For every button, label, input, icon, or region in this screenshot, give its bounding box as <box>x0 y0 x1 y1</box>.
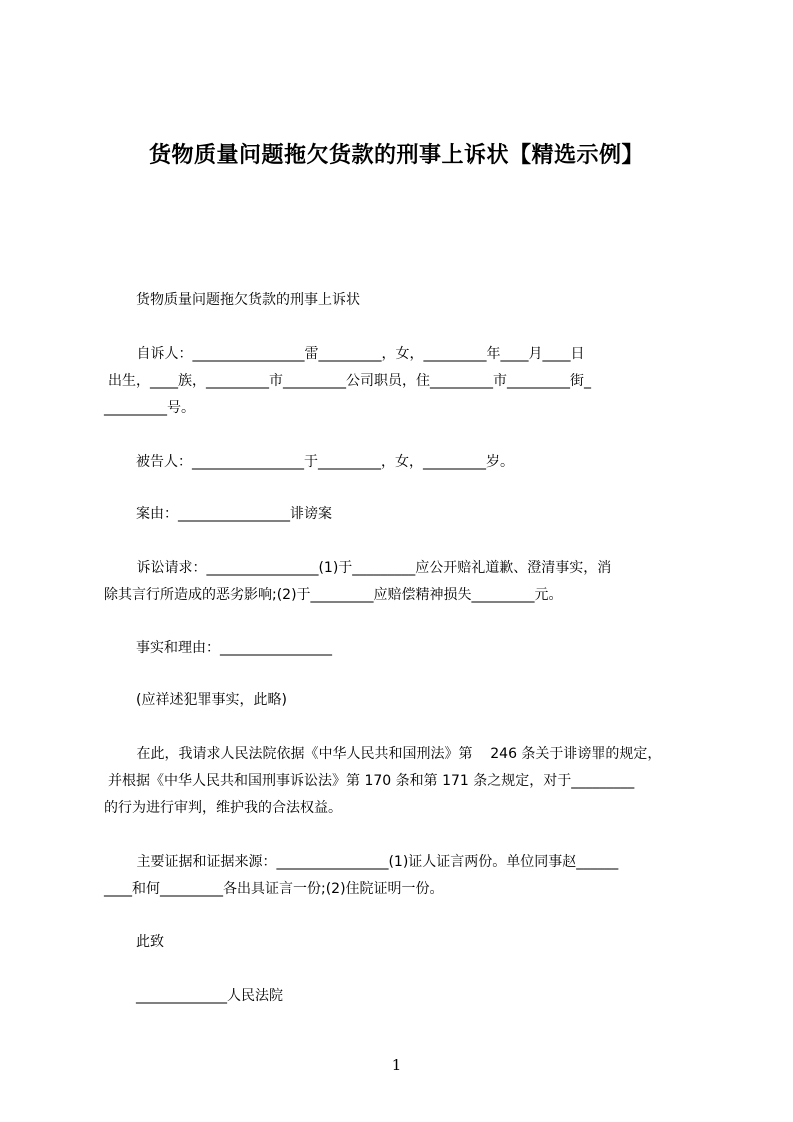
paragraph-facts-note: (应祥述犯罪事实，此略) <box>136 692 287 708</box>
paragraph-case-cause: 案由：________________诽谤案 <box>136 506 332 522</box>
paragraph-closing: 此致 <box>136 934 164 950</box>
paragraph-request-line-3: 的行为进行审判，维护我的合法权益。 <box>104 800 342 816</box>
paragraph-court: _____________人民法院 <box>136 988 283 1004</box>
paragraph-request-line-1: 在此，我请求人民法院依据《中华人民共和国刑法》第 246 条关于诽谤罪的规定， <box>132 746 662 762</box>
paragraph-request-line-2: 并根据《中华人民共和国刑事诉讼法》第 170 条和第 171 条之规定，对于_________ <box>108 773 635 789</box>
paragraph-evidence-line-2: ____和何_________各出具证言一份;(2)住院证明一份。 <box>104 881 444 897</box>
paragraph-evidence-line-1: 主要证据和证据来源：________________(1)证人证言两份。单位同事赵______ <box>132 854 619 870</box>
paragraph-plaintiff-line-2: 出生，____族，_________市_________公司职员，住_________市_________街_ <box>108 373 591 389</box>
subtitle: 货物质量问题拖欠货款的刑事上诉状 <box>136 292 360 308</box>
paragraph-defendant: 被告人：________________于_________，女，_________岁。 <box>136 454 514 470</box>
paragraph-claims-line-2: 除其言行所造成的恶劣影响;(2)于_________应赔偿精神损失_________元。 <box>104 587 563 603</box>
page-number: 1 <box>391 1056 402 1074</box>
paragraph-facts-reasons: 事实和理由：________________ <box>136 640 332 656</box>
paragraph-claims-line-1: 诉讼请求：________________(1)于_________应公开赔礼道歉、澄清事实，消 <box>132 560 612 576</box>
paragraph-plaintiff-line-3: _________号。 <box>104 400 195 416</box>
paragraph-plaintiff-line-1: 自诉人：________________雷_________，女，_________年____月____日 <box>132 346 585 362</box>
document-title: 货物质量问题拖欠货款的刑事上诉状【精选示例】 <box>148 143 644 168</box>
